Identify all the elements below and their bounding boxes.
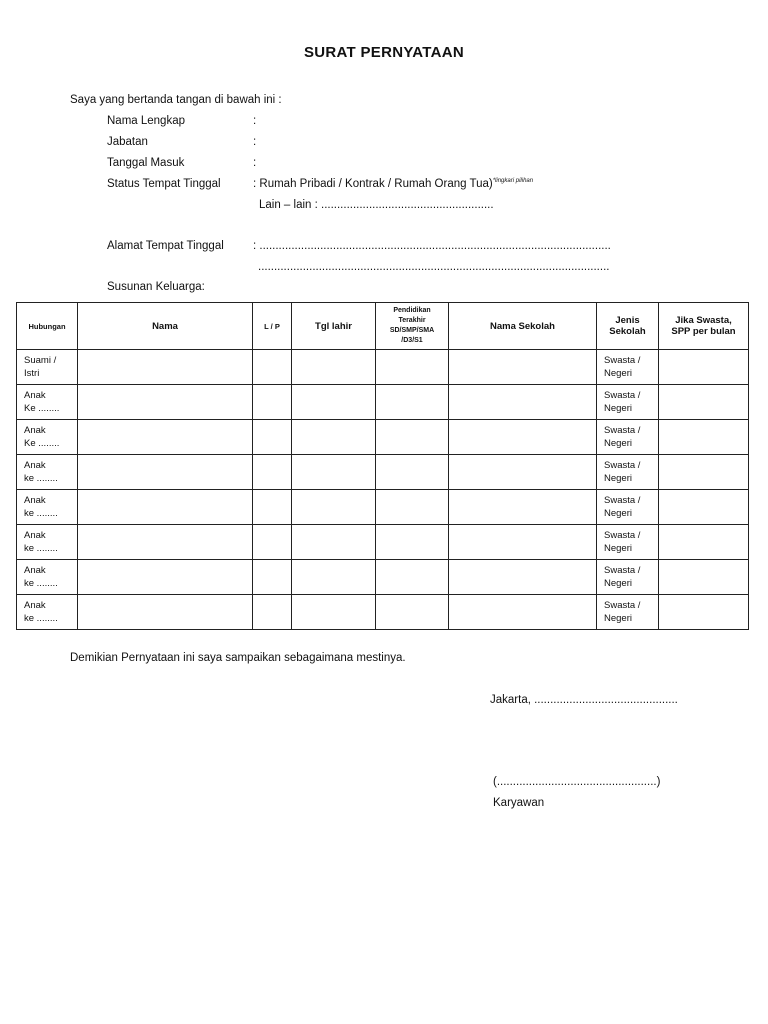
cell-jenis-sekolah-line: Negeri <box>604 403 632 414</box>
cell-nama-sekolah <box>449 420 597 455</box>
cell-nama-sekolah <box>449 595 597 630</box>
cell-nama-sekolah <box>449 350 597 385</box>
cell-jenis-sekolah-line: Negeri <box>604 368 632 379</box>
cell-hubungan-line: Istri <box>24 368 40 379</box>
field-status-options <box>253 178 533 190</box>
cell-jenis-sekolah <box>597 560 659 595</box>
cell-nama <box>78 455 253 490</box>
cell-jenis-sekolah-line: Swasta / <box>604 600 641 611</box>
cell-nama <box>78 385 253 420</box>
col-jenis-line2: Sekolah <box>609 326 646 337</box>
alamat-line-2: .............................................................................................................. <box>258 261 610 273</box>
cell-hubungan-line: Anak <box>24 600 46 611</box>
field-colon-status: : <box>253 178 257 190</box>
cell-pendidikan <box>376 385 449 420</box>
cell-hubungan-line: Anak <box>24 530 46 541</box>
table-row <box>17 595 749 630</box>
status-options-text: Rumah Pribadi / Kontrak / Rumah Orang Tua) <box>259 178 493 190</box>
cell-nama-sekolah <box>449 490 597 525</box>
table-row <box>17 455 749 490</box>
cell-hubungan-line: ke ........ <box>24 508 58 519</box>
cell-spp <box>659 350 749 385</box>
cell-jenis-sekolah-line: Negeri <box>604 508 632 519</box>
signature-line: (..................................................) <box>493 776 661 788</box>
table-row <box>17 350 749 385</box>
lain-lain-line: Lain – lain : ...................................................... <box>259 199 494 211</box>
col-tgl-lahir: Tgl lahir <box>292 303 376 350</box>
cell-lp <box>253 595 292 630</box>
cell-tgl-lahir <box>292 350 376 385</box>
field-colon-tanggal-masuk: : <box>253 157 257 169</box>
cell-jenis-sekolah-line: Swasta / <box>604 425 641 436</box>
col-spp-line2: SPP per bulan <box>671 326 736 337</box>
cell-nama <box>78 350 253 385</box>
cell-spp <box>659 420 749 455</box>
status-note: *lingkari pilihan <box>492 178 534 185</box>
cell-jenis-sekolah <box>597 350 659 385</box>
cell-nama-sekolah <box>449 525 597 560</box>
cell-jenis-sekolah-line: Negeri <box>604 613 632 624</box>
cell-hubungan-line: Ke ........ <box>24 403 60 414</box>
cell-hubungan-line: ke ........ <box>24 613 58 624</box>
col-spp-line1: Jika Swasta, <box>675 315 732 326</box>
cell-jenis-sekolah <box>597 595 659 630</box>
cell-hubungan-line: Suami / <box>24 355 57 366</box>
cell-spp <box>659 455 749 490</box>
cell-hubungan-line: ke ........ <box>24 473 58 484</box>
cell-tgl-lahir <box>292 595 376 630</box>
col-pendidikan-line4: /D3/S1 <box>401 337 423 344</box>
cell-hubungan <box>17 490 78 525</box>
cell-jenis-sekolah-line: Swasta / <box>604 390 641 401</box>
cell-jenis-sekolah-line: Negeri <box>604 438 632 449</box>
cell-pendidikan <box>376 455 449 490</box>
cell-jenis-sekolah-line: Swasta / <box>604 565 641 576</box>
cell-pendidikan <box>376 490 449 525</box>
cell-nama <box>78 420 253 455</box>
col-lp: L / P <box>253 303 292 350</box>
cell-hubungan <box>17 455 78 490</box>
cell-nama-sekolah <box>449 560 597 595</box>
signer-role: Karyawan <box>493 797 545 809</box>
col-pendidikan <box>376 303 449 350</box>
cell-tgl-lahir <box>292 560 376 595</box>
cell-jenis-sekolah <box>597 490 659 525</box>
cell-tgl-lahir <box>292 420 376 455</box>
field-label-tanggal-masuk: Tanggal Masuk <box>107 157 185 169</box>
cell-hubungan-line: Anak <box>24 425 46 436</box>
cell-jenis-sekolah <box>597 455 659 490</box>
cell-nama <box>78 525 253 560</box>
cell-hubungan <box>17 350 78 385</box>
cell-lp <box>253 490 292 525</box>
cell-pendidikan <box>376 595 449 630</box>
cell-hubungan <box>17 525 78 560</box>
col-nama: Nama <box>78 303 253 350</box>
col-pendidikan-line2: Terakhir <box>398 317 426 324</box>
cell-pendidikan <box>376 525 449 560</box>
cell-spp <box>659 490 749 525</box>
alamat-line-1: : .............................................................................................................. <box>253 240 611 252</box>
col-nama-sekolah: Nama Sekolah <box>449 303 597 350</box>
cell-nama-sekolah <box>449 455 597 490</box>
field-label-status: Status Tempat Tinggal <box>107 178 221 190</box>
cell-hubungan-line: Ke ........ <box>24 438 60 449</box>
cell-spp <box>659 595 749 630</box>
table-row <box>17 560 749 595</box>
cell-hubungan-line: ke ........ <box>24 543 58 554</box>
cell-lp <box>253 525 292 560</box>
cell-hubungan <box>17 560 78 595</box>
cell-jenis-sekolah-line: Swasta / <box>604 495 641 506</box>
document-title: SURAT PERNYATAAN <box>303 44 465 61</box>
cell-nama <box>78 595 253 630</box>
cell-jenis-sekolah-line: Negeri <box>604 543 632 554</box>
field-label-nama: Nama Lengkap <box>107 115 185 127</box>
col-hubungan: Hubungan <box>17 303 78 350</box>
cell-jenis-sekolah <box>597 420 659 455</box>
cell-spp <box>659 560 749 595</box>
cell-hubungan <box>17 385 78 420</box>
cell-tgl-lahir <box>292 385 376 420</box>
table-row <box>17 525 749 560</box>
cell-lp <box>253 350 292 385</box>
cell-jenis-sekolah-line: Swasta / <box>604 530 641 541</box>
cell-lp <box>253 385 292 420</box>
city-date-line: Jakarta, ............................................. <box>490 694 678 706</box>
table-row <box>17 385 749 420</box>
table-header-row <box>17 303 749 350</box>
cell-hubungan <box>17 420 78 455</box>
cell-nama <box>78 490 253 525</box>
cell-hubungan-line: ke ........ <box>24 578 58 589</box>
family-table <box>16 302 749 630</box>
cell-lp <box>253 560 292 595</box>
cell-nama-sekolah <box>449 385 597 420</box>
cell-pendidikan <box>376 350 449 385</box>
col-jenis-line1: Jenis <box>615 315 640 326</box>
table-row <box>17 490 749 525</box>
col-pendidikan-line1: Pendidikan <box>393 307 431 314</box>
intro-text: Saya yang bertanda tangan di bawah ini : <box>70 94 282 106</box>
col-pendidikan-line3: SD/SMP/SMA <box>389 327 435 334</box>
cell-spp <box>659 525 749 560</box>
cell-hubungan-line: Anak <box>24 390 46 401</box>
cell-hubungan-line: Anak <box>24 565 46 576</box>
susunan-keluarga-label: Susunan Keluarga: <box>107 281 205 293</box>
col-jenis-sekolah <box>597 303 659 350</box>
cell-hubungan-line: Anak <box>24 495 46 506</box>
field-colon-jabatan: : <box>253 136 257 148</box>
cell-tgl-lahir <box>292 490 376 525</box>
cell-jenis-sekolah-line: Negeri <box>604 578 632 589</box>
table-row <box>17 420 749 455</box>
cell-jenis-sekolah <box>597 525 659 560</box>
cell-jenis-sekolah-line: Swasta / <box>604 355 641 366</box>
cell-lp <box>253 420 292 455</box>
cell-lp <box>253 455 292 490</box>
field-colon-nama: : <box>253 115 257 127</box>
col-spp <box>659 303 749 350</box>
cell-pendidikan <box>376 560 449 595</box>
cell-hubungan-line: Anak <box>24 460 46 471</box>
cell-spp <box>659 385 749 420</box>
cell-hubungan <box>17 595 78 630</box>
cell-tgl-lahir <box>292 525 376 560</box>
cell-tgl-lahir <box>292 455 376 490</box>
cell-pendidikan <box>376 420 449 455</box>
cell-jenis-sekolah-line: Swasta / <box>604 460 641 471</box>
field-label-jabatan: Jabatan <box>107 136 148 148</box>
cell-nama <box>78 560 253 595</box>
cell-jenis-sekolah <box>597 385 659 420</box>
field-label-alamat: Alamat Tempat Tinggal <box>107 240 224 252</box>
closing-statement: Demikian Pernyataan ini saya sampaikan sebagaimana mestinya. <box>70 652 406 664</box>
cell-jenis-sekolah-line: Negeri <box>604 473 632 484</box>
